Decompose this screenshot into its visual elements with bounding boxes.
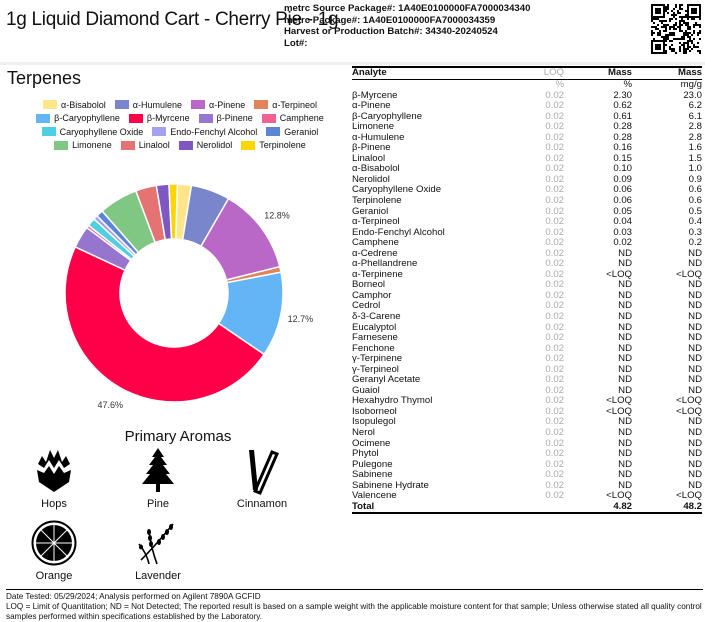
analyte-name: Guaiol: [352, 384, 380, 396]
footer-date-tested: Date Tested: 05/29/2024; Analysis performed on Agilent 7890A GCFID: [6, 592, 261, 601]
table-row: [352, 449, 702, 460]
package-number: metrc Package#: 1A40E0100000FA7000034359: [284, 14, 496, 26]
mass-mgg: ND: [688, 300, 702, 312]
analyte-name: Isopulegol: [352, 416, 396, 428]
loq-value: 0.02: [545, 416, 564, 428]
mass-percent: ND: [618, 279, 632, 291]
legend-label: Nerolidol: [196, 140, 233, 151]
legend-label: α-Bisabolol: [61, 99, 106, 110]
legend-swatch: [191, 100, 205, 109]
mass-percent: ND: [618, 300, 632, 312]
table-row: [352, 133, 702, 144]
loq-value: 0.02: [545, 300, 564, 312]
report-footer: [6, 589, 703, 622]
col-loq: LOQ: [504, 67, 564, 79]
loq-value: 0.02: [545, 100, 564, 112]
aroma-label: Pine: [146, 498, 170, 510]
mass-percent: 0.06: [613, 184, 632, 196]
mass-mgg: ND: [688, 448, 702, 460]
legend-item: [191, 100, 245, 110]
total-cell: 48.2: [632, 502, 702, 514]
product-title: 1g Liquid Diamond Cart - Cherry Pie - 1g: [6, 9, 339, 30]
loq-value: 0.02: [545, 469, 564, 481]
mass-percent: ND: [618, 342, 632, 354]
mass-percent: ND: [618, 332, 632, 344]
legend-label: α-Pinene: [209, 99, 246, 110]
analyte-name: γ-Terpineol: [352, 363, 399, 375]
loq-value: 0.02: [545, 279, 564, 291]
mass-mgg: ND: [688, 353, 702, 365]
analyte-name: γ-Terpinene: [352, 353, 403, 365]
loq-value: 0.02: [545, 342, 564, 354]
legend-item: [241, 140, 306, 150]
analyte-name: Hexahydro Thymol: [352, 395, 433, 407]
loq-value: 0.02: [545, 384, 564, 396]
loq-value: 0.02: [545, 374, 564, 386]
analyte-name: Farnesene: [352, 332, 398, 344]
legend-label: β-Caryophyllene: [54, 113, 120, 124]
table-row: [352, 291, 702, 302]
mass-percent: ND: [618, 416, 632, 428]
mass-percent: 0.28: [613, 121, 632, 133]
legend-label: Endo-Fenchyl Alcohol: [170, 126, 258, 137]
batch-number: Harvest or Production Batch#: 34340-20240524: [284, 26, 498, 38]
analyte-name: Nerolidol: [352, 173, 390, 185]
table-row: [352, 122, 702, 133]
loq-value: 0.02: [545, 152, 564, 164]
table-row: [352, 312, 702, 323]
loq-value: 0.02: [545, 121, 564, 133]
legend-swatch: [179, 141, 193, 150]
legend-label: Terpinolene: [259, 140, 306, 151]
legend-label: Limonene: [72, 140, 112, 151]
mass-percent: ND: [618, 469, 632, 481]
table-row: [352, 460, 702, 471]
mass-percent: ND: [618, 311, 632, 322]
unit-analyte: [352, 79, 504, 91]
mass-percent: 2.30: [613, 89, 632, 101]
legend-item: [266, 127, 318, 137]
analyte-name: α-Terpineol: [352, 216, 400, 228]
analyte-name: Fenchone: [352, 342, 395, 354]
table-row: [352, 481, 702, 492]
table-row: [352, 333, 702, 344]
table-row: [352, 417, 702, 428]
loq-value: 0.02: [545, 142, 564, 154]
analyte-name: Nerol: [352, 427, 375, 439]
legend-row: [20, 125, 340, 139]
legend-item: [115, 100, 182, 110]
mass-mgg: ND: [688, 247, 702, 259]
section-title: Terpenes: [7, 68, 82, 88]
loq-value: 0.02: [545, 194, 564, 206]
mass-percent: ND: [618, 448, 632, 460]
mass-mgg: ND: [688, 437, 702, 449]
loq-value: 0.02: [545, 89, 564, 101]
analyte-name: Geraniol: [352, 205, 389, 217]
analyte-name: Ocimene: [352, 437, 391, 449]
analyte-name: Cedrol: [352, 300, 381, 312]
package-info: [284, 3, 530, 49]
slice-data-label: 12.7%: [287, 314, 314, 325]
legend-swatch: [36, 114, 50, 123]
aroma-orange: [14, 520, 94, 582]
legend-swatch: [129, 114, 143, 123]
mass-mgg: ND: [688, 342, 702, 354]
mass-percent: <LOQ: [606, 490, 632, 502]
chart-legend: [20, 98, 340, 152]
total-cell: Total: [352, 502, 504, 514]
table-row: [352, 270, 702, 281]
legend-swatch: [54, 141, 68, 150]
analyte-name: Isoborneol: [352, 405, 397, 417]
table-row: [352, 259, 702, 270]
mass-percent: <LOQ: [606, 395, 632, 407]
total-cell: [504, 502, 564, 514]
mass-mgg: 0.2: [688, 237, 702, 249]
analyte-name: α-Terpinene: [352, 268, 403, 280]
table-row: [352, 154, 702, 165]
loq-value: 0.02: [545, 479, 564, 491]
mass-mgg: 0.9: [688, 173, 702, 185]
mass-percent: ND: [618, 321, 632, 333]
qr-code-icon: [651, 4, 701, 54]
loq-value: 0.02: [545, 363, 564, 375]
analyte-name: Geranyl Acetate: [352, 374, 421, 386]
legend-row: [20, 139, 340, 153]
report-header: [0, 0, 705, 65]
mass-mgg: ND: [688, 469, 702, 481]
mass-percent: 0.62: [613, 100, 632, 112]
table-row: [352, 323, 702, 334]
table-row: [352, 185, 702, 196]
col-mass-mgg: Mass: [632, 67, 702, 79]
analyte-name: Eucalyptol: [352, 321, 397, 333]
analyte-name: Sabinene: [352, 469, 393, 481]
aroma-label: Lavender: [135, 570, 181, 582]
legend-swatch: [115, 100, 129, 109]
mass-percent: 0.05: [613, 205, 632, 217]
total-row: [352, 502, 702, 514]
analyte-name: β-Caryophyllene: [352, 110, 423, 122]
legend-swatch: [121, 141, 135, 150]
table-row: [352, 196, 702, 207]
analyte-name: α-Humulene: [352, 131, 405, 143]
analyte-name: Camphene: [352, 237, 399, 249]
analyte-name: α-Cedrene: [352, 247, 398, 259]
unit-mass-pct: %: [623, 78, 632, 90]
mass-percent: 0.09: [613, 173, 632, 185]
legend-swatch: [241, 141, 255, 150]
mass-percent: 0.10: [613, 163, 632, 175]
legend-label: α-Terpineol: [272, 99, 317, 110]
mass-mgg: ND: [688, 363, 702, 375]
mass-percent: 0.06: [613, 194, 632, 206]
mass-mgg: ND: [688, 289, 702, 301]
loq-value: 0.02: [545, 395, 564, 407]
loq-value: 0.02: [545, 237, 564, 249]
mass-percent: ND: [618, 479, 632, 491]
analyte-name: Camphor: [352, 289, 392, 301]
table-row: [352, 396, 702, 407]
legend-item: [54, 140, 112, 150]
legend-swatch: [199, 114, 213, 123]
loq-value: 0.02: [545, 163, 564, 175]
legend-swatch: [42, 127, 56, 136]
slice-data-label: 12.8%: [264, 210, 290, 221]
table-row: [352, 280, 702, 291]
loq-value: 0.02: [545, 226, 564, 238]
mass-percent: 0.61: [613, 110, 632, 122]
lot-number: Lot#:: [284, 37, 308, 49]
mass-mgg: <LOQ: [676, 405, 702, 417]
col-analyte: Analyte: [352, 67, 504, 79]
col-mass-pct: Mass: [564, 67, 632, 79]
mass-percent: 0.03: [613, 226, 632, 238]
aroma-label: Cinnamon: [236, 498, 288, 510]
loq-value: 0.02: [545, 268, 564, 280]
mass-mgg: ND: [688, 332, 702, 344]
analyte-name: Phytol: [352, 448, 379, 460]
mass-mgg: 1.6: [688, 142, 702, 154]
analyte-name: Terpinolene: [352, 194, 402, 206]
legend-item: [254, 100, 317, 110]
table-row: [352, 491, 702, 502]
mass-percent: 0.28: [613, 131, 632, 143]
table-row: [352, 228, 702, 239]
table-row: [352, 407, 702, 418]
loq-value: 0.02: [545, 247, 564, 259]
legend-label: β-Myrcene: [146, 113, 190, 124]
loq-value: 0.02: [545, 258, 564, 270]
legend-swatch: [262, 114, 276, 123]
legend-label: Camphene: [279, 113, 324, 124]
table-row: [352, 428, 702, 439]
mass-mgg: ND: [688, 416, 702, 428]
table-row: [352, 207, 702, 218]
mass-mgg: 0.3: [688, 226, 702, 238]
legend-item: [36, 113, 120, 123]
table-row: [352, 143, 702, 154]
cinnamon-icon: [244, 448, 280, 494]
loq-value: 0.02: [545, 311, 564, 322]
table-row: [352, 354, 702, 365]
lavender-icon: [135, 520, 181, 566]
mass-mgg: ND: [688, 279, 702, 291]
table-row: [352, 375, 702, 386]
loq-value: 0.02: [545, 173, 564, 185]
loq-value: 0.02: [545, 405, 564, 417]
mass-mgg: ND: [688, 374, 702, 386]
analyte-name: Pulegone: [352, 458, 393, 470]
mass-percent: ND: [618, 458, 632, 470]
table-row: [352, 238, 702, 249]
mass-mgg: 2.8: [688, 131, 702, 143]
loq-value: 0.02: [545, 427, 564, 439]
legend-row: [20, 98, 340, 112]
legend-item: [152, 127, 257, 137]
loq-value: 0.02: [545, 205, 564, 217]
mass-mgg: ND: [688, 458, 702, 470]
analyte-name: Valencene: [352, 490, 397, 502]
mass-mgg: 6.2: [688, 100, 702, 112]
analyte-name: Linalool: [352, 152, 386, 164]
legend-item: [43, 100, 106, 110]
mass-percent: <LOQ: [606, 268, 632, 280]
analyte-name: β-Myrcene: [352, 89, 398, 101]
orange-slice-icon: [31, 520, 77, 566]
units-row: [352, 79, 702, 91]
aroma-pine: [118, 448, 198, 510]
hops-icon: [34, 448, 74, 494]
analyte-name: Limonene: [352, 121, 395, 133]
mass-percent: ND: [618, 384, 632, 396]
loq-value: 0.02: [545, 437, 564, 449]
mass-mgg: 0.4: [688, 216, 702, 228]
analyte-name: α-Phellandrene: [352, 258, 418, 270]
loq-value: 0.02: [545, 131, 564, 143]
loq-value: 0.02: [545, 289, 564, 301]
mass-mgg: ND: [688, 321, 702, 333]
legend-row: [20, 112, 340, 126]
total-cell: 4.82: [564, 502, 632, 514]
mass-mgg: 1.0: [688, 163, 702, 175]
mass-mgg: <LOQ: [676, 490, 702, 502]
unit-mass-mgg: mg/g: [680, 78, 702, 90]
mass-mgg: 23.0: [683, 89, 702, 101]
legend-item: [262, 113, 324, 123]
aroma-label: Orange: [35, 570, 73, 582]
mass-percent: ND: [618, 437, 632, 449]
terpene-results-table: [352, 66, 702, 514]
mass-percent: <LOQ: [606, 405, 632, 417]
source-package: metrc Source Package#: 1A40E0100000FA7000034340: [284, 3, 531, 14]
table-row: [352, 112, 702, 123]
mass-percent: ND: [618, 363, 632, 375]
table-row: [352, 101, 702, 112]
aroma-hops: [14, 448, 94, 510]
mass-mgg: ND: [688, 311, 702, 322]
mass-percent: 0.16: [613, 142, 632, 154]
analyte-name: β-Pinene: [352, 142, 391, 154]
aroma-lavender: [118, 520, 198, 582]
mass-percent: ND: [618, 374, 632, 386]
pine-tree-icon: [140, 448, 176, 494]
aroma-label: Hops: [41, 498, 67, 510]
legend-item: [129, 113, 190, 123]
mass-mgg: ND: [688, 258, 702, 270]
analyte-name: α-Pinene: [352, 100, 391, 112]
mass-mgg: <LOQ: [676, 268, 702, 280]
loq-value: 0.02: [545, 321, 564, 333]
legend-swatch: [43, 100, 57, 109]
mass-mgg: 0.5: [688, 205, 702, 217]
legend-label: α-Humulene: [132, 99, 182, 110]
analyte-name: α-Bisabolol: [352, 163, 400, 175]
table-row: [352, 344, 702, 355]
slice-data-label: 47.6%: [97, 400, 123, 411]
legend-label: Geraniol: [284, 126, 319, 137]
loq-value: 0.02: [545, 458, 564, 470]
legend-label: Caryophyllene Oxide: [59, 126, 144, 137]
analyte-name: Sabinene Hydrate: [352, 479, 429, 491]
mass-percent: ND: [618, 247, 632, 259]
mass-mgg: 0.6: [688, 184, 702, 196]
table-row: [352, 91, 702, 102]
mass-mgg: ND: [688, 384, 702, 396]
mass-percent: ND: [618, 258, 632, 270]
loq-value: 0.02: [545, 353, 564, 365]
mass-mgg: ND: [688, 427, 702, 439]
mass-percent: 0.04: [613, 216, 632, 228]
mass-mgg: ND: [688, 479, 702, 491]
mass-mgg: 0.6: [688, 194, 702, 206]
mass-mgg: <LOQ: [676, 395, 702, 407]
legend-item: [42, 127, 144, 137]
table-header-row: [352, 67, 702, 79]
aroma-cinnamon: [222, 448, 302, 510]
analyte-name: Endo-Fenchyl Alcohol: [352, 226, 445, 238]
loq-value: 0.02: [545, 332, 564, 344]
mass-mgg: 6.1: [688, 110, 702, 122]
analyte-name: Caryophyllene Oxide: [352, 184, 442, 196]
mass-percent: ND: [618, 427, 632, 439]
terpene-donut-chart: [40, 170, 314, 420]
legend-item: [121, 140, 170, 150]
mass-percent: 0.02: [613, 237, 632, 249]
mass-percent: ND: [618, 353, 632, 365]
mass-percent: 0.15: [613, 152, 632, 164]
legend-item: [179, 140, 233, 150]
mass-mgg: 2.8: [688, 121, 702, 133]
unit-loq: %: [555, 78, 564, 90]
legend-label: β-Pinene: [216, 113, 253, 124]
loq-value: 0.02: [545, 110, 564, 122]
table-row: [352, 164, 702, 175]
analyte-name: Borneol: [352, 279, 386, 291]
aromas-title: Primary Aromas: [124, 428, 232, 445]
legend-item: [199, 113, 253, 123]
mass-percent: ND: [618, 289, 632, 301]
footer-disclaimer: LOQ = Limit of Quantitation; ND = Not Detected; The reported result is based on a sample weight with the applicable moisture content for that sample; Unless otherwise stated all quality control samples performed within specifications established by the Laboratory.: [6, 602, 702, 621]
loq-value: 0.02: [545, 184, 564, 196]
loq-value: 0.02: [545, 448, 564, 460]
table-row: [352, 301, 702, 312]
table-row: [352, 439, 702, 450]
legend-swatch: [266, 127, 280, 136]
legend-label: Linalool: [138, 140, 170, 151]
legend-swatch: [152, 127, 166, 136]
loq-value: 0.02: [545, 216, 564, 228]
analyte-name: δ-3-Carene: [352, 311, 401, 322]
mass-mgg: 1.5: [688, 152, 702, 164]
loq-value: 0.02: [545, 490, 564, 502]
legend-swatch: [254, 100, 268, 109]
